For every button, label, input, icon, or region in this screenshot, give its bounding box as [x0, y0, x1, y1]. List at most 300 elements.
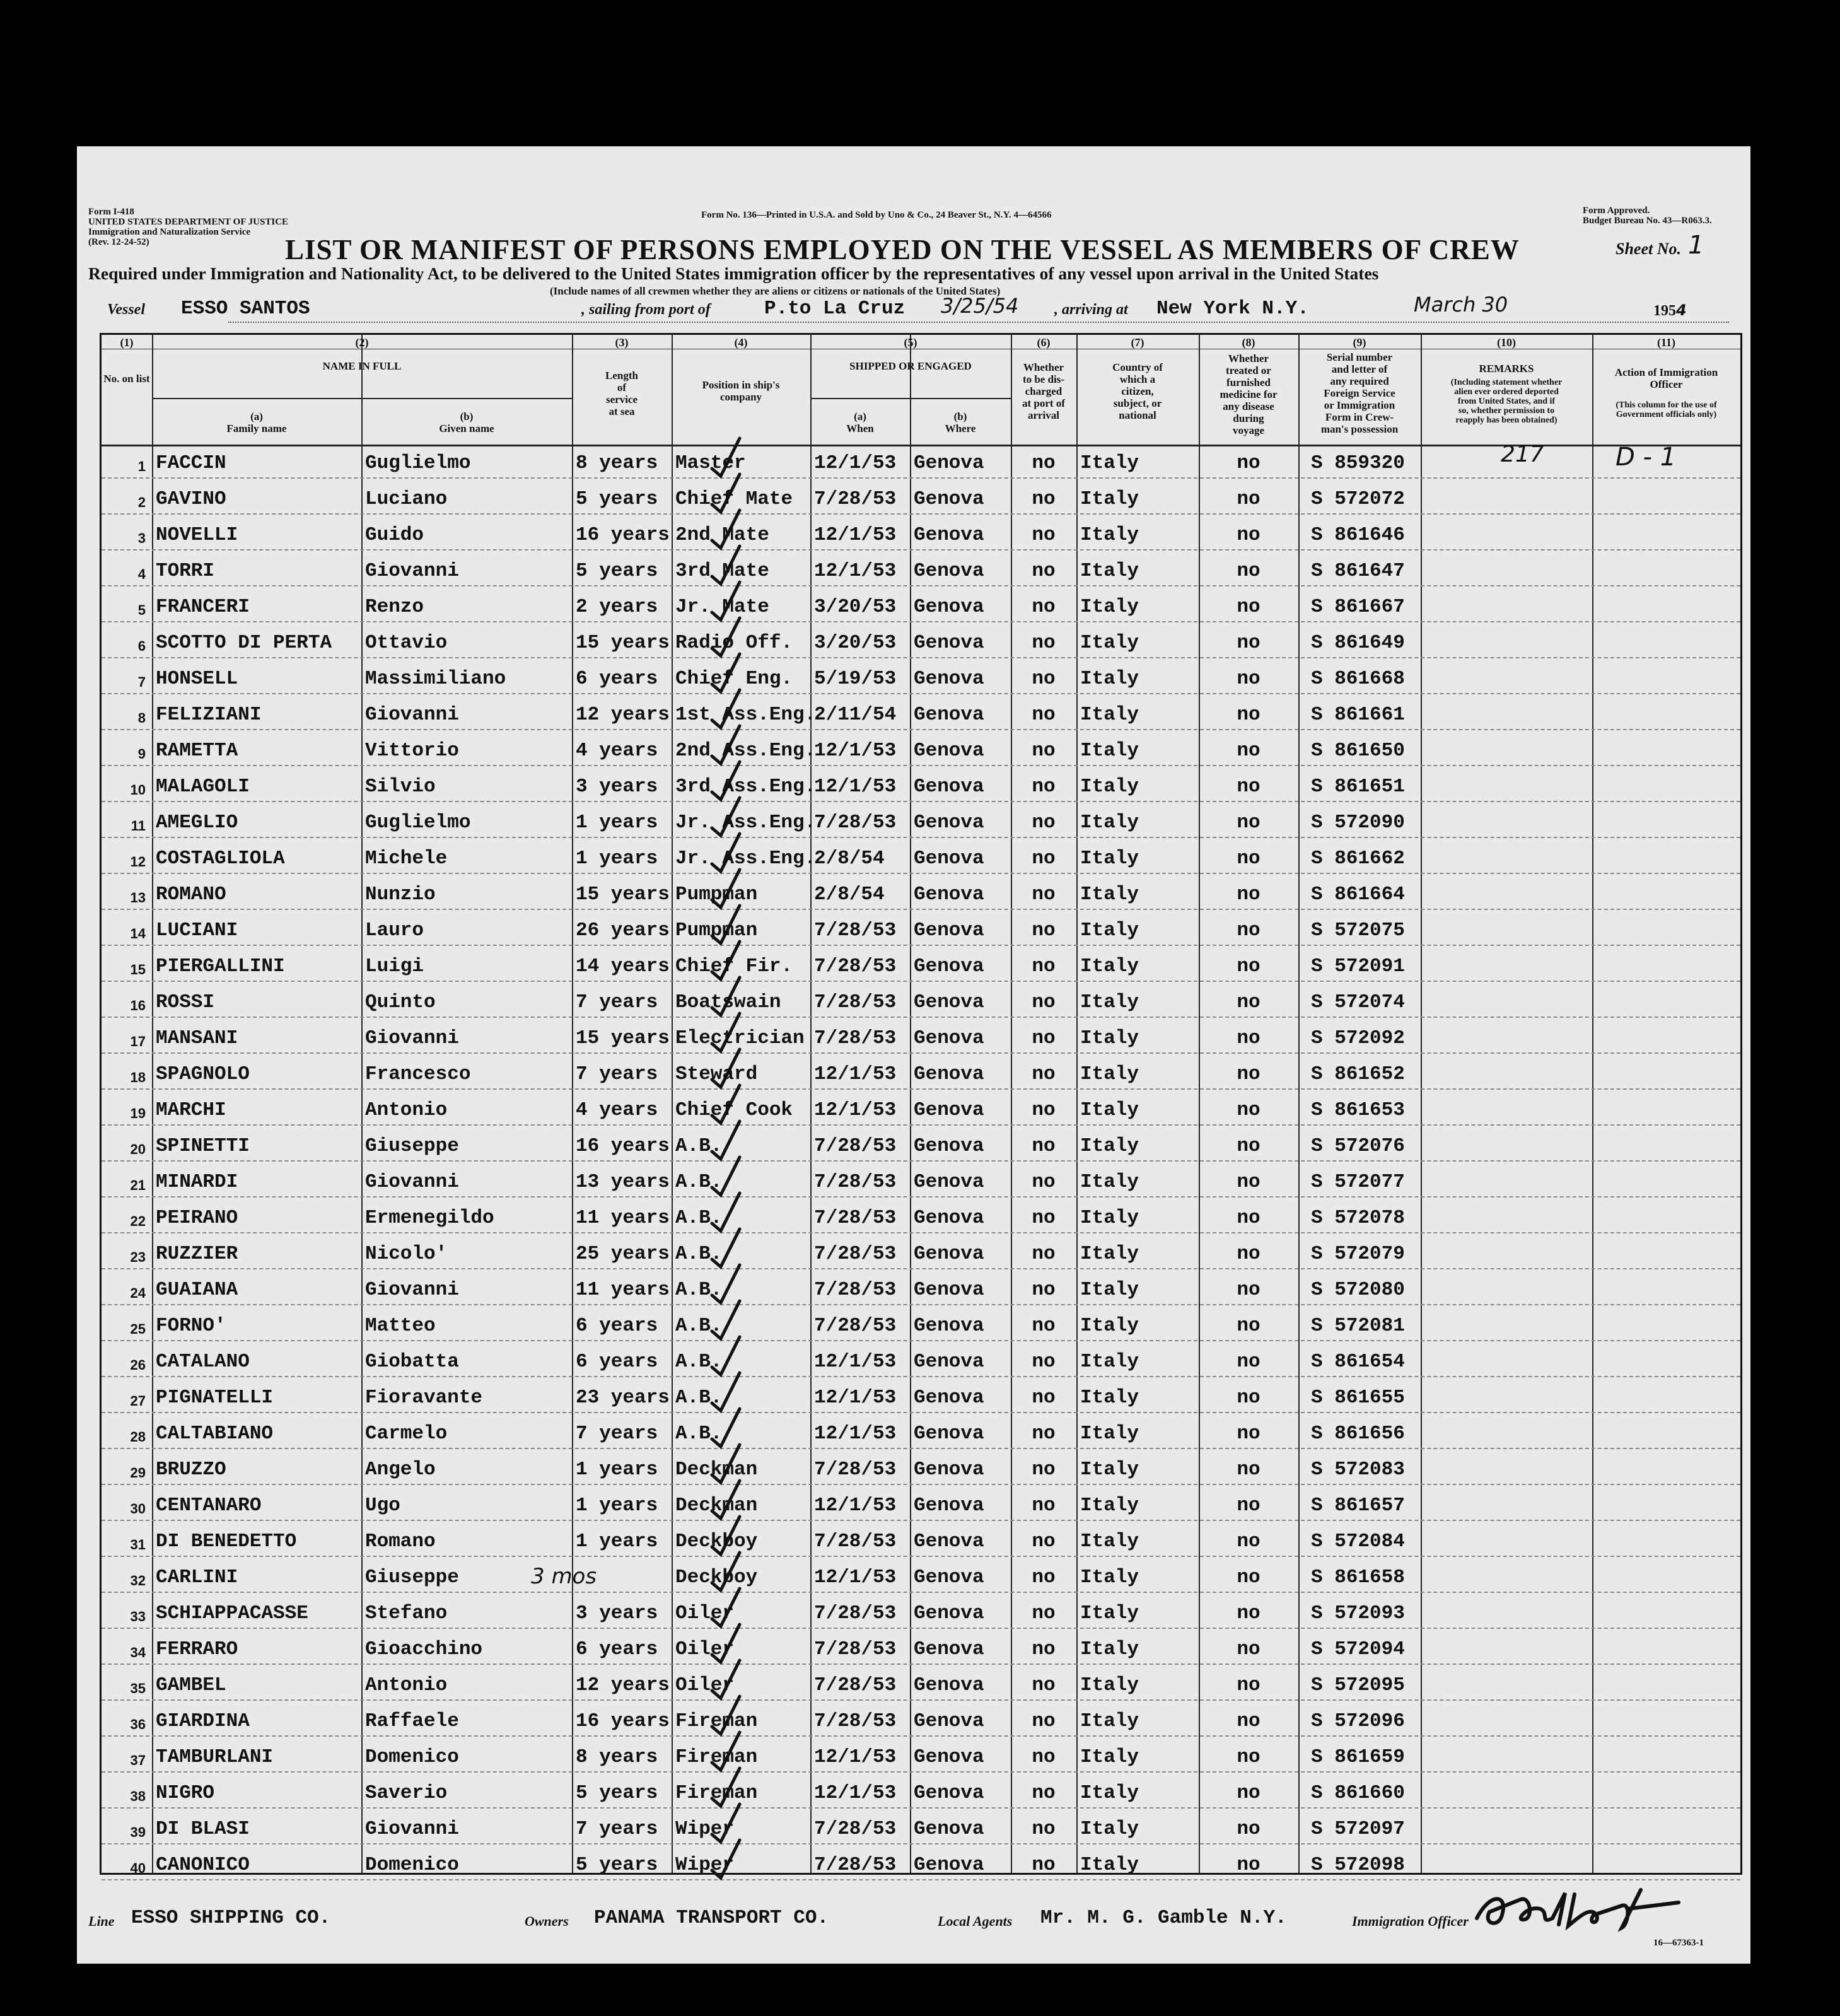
cell-discharged: no	[1032, 524, 1056, 546]
months-note: 3 mos	[531, 1564, 597, 1589]
cell-n: 1	[137, 458, 146, 474]
column-rule	[810, 335, 812, 1873]
cell-service: 15 years	[576, 632, 670, 654]
cell-family: MALAGOLI	[156, 776, 250, 798]
cell-where: Genova	[914, 452, 984, 474]
cell-medicine: no	[1237, 1243, 1261, 1265]
cell-family: TORRI	[156, 560, 215, 582]
cell-given: Luigi	[365, 955, 424, 977]
cell-family: FORNO'	[156, 1315, 226, 1337]
cell-where: Genova	[914, 1171, 984, 1193]
cell-n: 26	[130, 1357, 146, 1373]
header-position: Position in ship's company	[702, 379, 780, 403]
cell-country: Italy	[1080, 1602, 1139, 1624]
row-rule	[102, 549, 1740, 551]
header-action: Action of Immigration Officer	[1614, 366, 1718, 390]
cell-service: 13 years	[576, 1171, 670, 1193]
cell-where: Genova	[914, 883, 984, 906]
cell-country: Italy	[1080, 1135, 1139, 1157]
cell-position: Wiper	[675, 1854, 735, 1876]
row-rule	[102, 945, 1740, 946]
cell-country: Italy	[1080, 1063, 1139, 1085]
cell-position: 3rd Ass.Eng.	[675, 776, 817, 798]
cell-position: A.B.	[675, 1279, 723, 1301]
cell-serial: S 572078	[1311, 1207, 1405, 1229]
cell-discharged: no	[1032, 488, 1056, 510]
cell-serial: S 572074	[1311, 991, 1405, 1013]
cell-position: Chief Eng.	[675, 668, 793, 690]
cell-family: TAMBURLANI	[156, 1746, 274, 1768]
cell-medicine: no	[1237, 1818, 1261, 1840]
cell-position: Wiper	[675, 1818, 735, 1840]
cell-country: Italy	[1080, 1530, 1139, 1553]
cell-country: Italy	[1080, 452, 1139, 474]
cell-medicine: no	[1237, 812, 1261, 834]
cell-n: 16	[130, 998, 146, 1013]
cell-serial: S 861658	[1311, 1566, 1405, 1588]
cell-serial: S 572072	[1311, 488, 1405, 510]
cell-discharged: no	[1032, 1351, 1056, 1373]
col-num-4: (4)	[734, 336, 748, 349]
cell-where: Genova	[914, 1387, 984, 1409]
cell-position: Master	[675, 452, 746, 474]
cell-given: Ugo	[365, 1495, 400, 1517]
cell-n: 19	[130, 1105, 146, 1121]
cell-service: 7 years	[576, 1818, 658, 1840]
cell-n: 28	[130, 1429, 146, 1445]
cell-position: Chief Mate	[675, 488, 793, 510]
cell-when: 7/28/53	[814, 812, 897, 834]
cell-medicine: no	[1237, 991, 1261, 1013]
cell-medicine: no	[1237, 1207, 1261, 1229]
cell-when: 12/1/53	[814, 1495, 897, 1517]
cell-country: Italy	[1080, 704, 1139, 726]
punch-hole	[40, 1308, 67, 1334]
cell-n: 17	[130, 1034, 146, 1049]
arriving-port: New York N.Y.	[1156, 298, 1309, 320]
cell-discharged: no	[1032, 1135, 1056, 1157]
cell-serial: S 861654	[1311, 1351, 1405, 1373]
cell-discharged: no	[1032, 848, 1056, 870]
cell-service: 8 years	[576, 1746, 658, 1768]
row-rule	[102, 837, 1740, 838]
cell-where: Genova	[914, 560, 984, 582]
cell-serial: S 572091	[1311, 955, 1405, 977]
cell-position: A.B.	[675, 1315, 723, 1337]
row-rule	[102, 729, 1740, 730]
cell-when: 7/28/53	[814, 1027, 897, 1049]
cell-given: Saverio	[365, 1782, 448, 1804]
cell-when: 2/11/54	[814, 704, 897, 726]
cell-where: Genova	[914, 1566, 984, 1588]
cell-family: COSTAGLIOLA	[156, 848, 285, 870]
row-rule	[102, 1088, 1740, 1090]
cell-country: Italy	[1080, 1171, 1139, 1193]
cell-medicine: no	[1237, 668, 1261, 690]
cell-family: AMEGLIO	[156, 812, 238, 834]
cell-given: Giovanni	[365, 1027, 459, 1049]
cell-discharged: no	[1032, 1818, 1056, 1840]
cell-country: Italy	[1080, 1638, 1139, 1660]
cell-medicine: no	[1237, 560, 1261, 582]
cell-discharged: no	[1032, 596, 1056, 618]
cell-family: DI BLASI	[156, 1818, 250, 1840]
form-code: 16—67363-1	[1653, 1938, 1704, 1948]
cell-medicine: no	[1237, 1782, 1261, 1804]
cell-n: 29	[130, 1465, 146, 1481]
cell-when: 12/1/53	[814, 1063, 897, 1085]
cell-discharged: no	[1032, 1279, 1056, 1301]
row-rule	[102, 1484, 1740, 1485]
cell-discharged: no	[1032, 991, 1056, 1013]
cell-n: 5	[137, 602, 146, 618]
cell-serial: S 861649	[1311, 632, 1405, 654]
cell-where: Genova	[914, 1602, 984, 1624]
cell-when: 12/1/53	[814, 1387, 897, 1409]
cell-family: RUZZIER	[156, 1243, 238, 1265]
row-rule	[102, 1807, 1740, 1809]
cell-position: A.B.	[675, 1171, 723, 1193]
cell-family: BRUZZO	[156, 1459, 226, 1481]
header-when: (a) When	[846, 411, 874, 434]
cell-medicine: no	[1237, 883, 1261, 906]
cell-service: 3 years	[576, 1602, 658, 1624]
cell-where: Genova	[914, 596, 984, 618]
owners-value: PANAMA TRANSPORT CO.	[594, 1907, 829, 1929]
cell-when: 7/28/53	[814, 955, 897, 977]
cell-service: 12 years	[576, 1674, 670, 1696]
cell-given: Giovanni	[365, 1818, 459, 1840]
row-rule	[102, 801, 1740, 802]
cell-service: 1 years	[576, 1459, 658, 1481]
cell-discharged: no	[1032, 560, 1056, 582]
cell-discharged: no	[1032, 776, 1056, 798]
header-length-of-service: Length of service at sea	[605, 370, 638, 417]
row-rule	[102, 621, 1740, 622]
remark-217: 217	[1501, 441, 1544, 467]
cell-position: Chief Fir.	[675, 955, 793, 977]
cell-medicine: no	[1237, 1459, 1261, 1481]
cell-given: Giovanni	[365, 704, 459, 726]
cell-medicine: no	[1237, 1315, 1261, 1337]
cell-serial: S 861646	[1311, 524, 1405, 546]
cell-serial: S 572075	[1311, 919, 1405, 941]
cell-given: Ottavio	[365, 632, 448, 654]
cell-country: Italy	[1080, 1027, 1139, 1049]
cell-position: Fireman	[675, 1710, 758, 1732]
cell-family: SCHIAPPACASSE	[156, 1602, 308, 1624]
cell-n: 31	[130, 1537, 146, 1553]
header-action-note: (This column for the use of Government officials only)	[1616, 400, 1717, 419]
cell-country: Italy	[1080, 560, 1139, 582]
cell-family: HONSELL	[156, 668, 238, 690]
cell-serial: S 861653	[1311, 1099, 1405, 1121]
row-rule	[102, 1017, 1740, 1018]
cell-service: 7 years	[576, 991, 658, 1013]
cell-where: Genova	[914, 812, 984, 834]
col-num-8: (8)	[1242, 336, 1255, 349]
cell-medicine: no	[1237, 452, 1261, 474]
cell-where: Genova	[914, 1243, 984, 1265]
cell-discharged: no	[1032, 1746, 1056, 1768]
cell-family: RAMETTA	[156, 740, 238, 762]
cell-n: 6	[137, 638, 146, 654]
cell-country: Italy	[1080, 740, 1139, 762]
cell-position: Electrician	[675, 1027, 805, 1049]
check-mark-icon	[707, 1838, 745, 1882]
row-rule	[102, 909, 1740, 910]
col-num-9: (9)	[1353, 336, 1366, 349]
column-rule	[910, 335, 911, 1873]
cell-discharged: no	[1032, 668, 1056, 690]
cell-service: 16 years	[576, 524, 670, 546]
cell-n: 7	[137, 674, 146, 690]
cell-serial: S 861664	[1311, 883, 1405, 906]
cell-medicine: no	[1237, 955, 1261, 977]
row-rule	[102, 657, 1740, 658]
cell-service: 11 years	[576, 1207, 670, 1229]
cell-where: Genova	[914, 1207, 984, 1229]
agents-value: Mr. M. G. Gamble N.Y.	[1040, 1907, 1287, 1929]
row-rule	[102, 477, 1740, 479]
sailing-port: P.to La Cruz	[764, 298, 905, 320]
cell-medicine: no	[1237, 848, 1261, 870]
cell-service: 8 years	[576, 452, 658, 474]
cell-serial: S 572081	[1311, 1315, 1405, 1337]
cell-family: MANSANI	[156, 1027, 238, 1049]
cell-country: Italy	[1080, 991, 1139, 1013]
cell-country: Italy	[1080, 596, 1139, 618]
punch-hole	[40, 1687, 67, 1713]
line-value: ESSO SHIPPING CO.	[131, 1907, 331, 1929]
cell-discharged: no	[1032, 1674, 1056, 1696]
row-rule	[102, 1628, 1740, 1629]
cell-when: 12/1/53	[814, 524, 897, 546]
cell-when: 5/19/53	[814, 668, 897, 690]
cell-given: Renzo	[365, 596, 424, 618]
cell-service: 5 years	[576, 1782, 658, 1804]
cell-position: Jr. Ass.Eng.	[675, 812, 817, 834]
cell-when: 7/28/53	[814, 919, 897, 941]
cell-serial: S 861662	[1311, 848, 1405, 870]
cell-country: Italy	[1080, 812, 1139, 834]
cell-medicine: no	[1237, 704, 1261, 726]
cell-serial: S 572077	[1311, 1171, 1405, 1193]
cell-service: 15 years	[576, 883, 670, 906]
cell-service: 25 years	[576, 1243, 670, 1265]
cell-where: Genova	[914, 1063, 984, 1085]
cell-medicine: no	[1237, 1566, 1261, 1588]
cell-where: Genova	[914, 524, 984, 546]
cell-service: 26 years	[576, 919, 670, 941]
cell-serial: S 572095	[1311, 1674, 1405, 1696]
cell-n: 36	[130, 1716, 146, 1732]
cell-given: Francesco	[365, 1063, 471, 1085]
cell-given: Antonio	[365, 1099, 448, 1121]
row-rule	[102, 1124, 1740, 1126]
cell-when: 12/1/53	[814, 1423, 897, 1445]
cell-serial: S 861651	[1311, 776, 1405, 798]
cell-medicine: no	[1237, 1279, 1261, 1301]
row-rule	[102, 1412, 1740, 1413]
cell-discharged: no	[1032, 1207, 1056, 1229]
cell-when: 12/1/53	[814, 1351, 897, 1373]
cell-family: NIGRO	[156, 1782, 215, 1804]
manifest-sheet	[77, 146, 1750, 1964]
cell-serial: S 861659	[1311, 1746, 1405, 1768]
header-where: (b) Where	[945, 411, 976, 434]
cell-discharged: no	[1032, 1243, 1056, 1265]
cell-where: Genova	[914, 1530, 984, 1553]
cell-service: 6 years	[576, 1351, 658, 1373]
col-num-10: (10)	[1497, 336, 1516, 349]
cell-family: FELIZIANI	[156, 704, 262, 726]
cell-given: Silvio	[365, 776, 436, 798]
cell-given: Vittorio	[365, 740, 459, 762]
cell-medicine: no	[1237, 1135, 1261, 1157]
header-given-name: (b) Given name	[439, 411, 494, 434]
cell-serial: S 861656	[1311, 1423, 1405, 1445]
cell-given: Guido	[365, 524, 424, 546]
row-rule	[102, 765, 1740, 766]
cell-serial: S 861668	[1311, 668, 1405, 690]
cell-medicine: no	[1237, 596, 1261, 618]
row-rule	[102, 585, 1740, 586]
cell-given: Guglielmo	[365, 812, 471, 834]
cell-family: FRANCERI	[156, 596, 250, 618]
cell-service: 14 years	[576, 955, 670, 977]
cell-when: 12/1/53	[814, 740, 897, 762]
cell-service: 16 years	[576, 1710, 670, 1732]
row-rule	[102, 1843, 1740, 1844]
cell-given: Guglielmo	[365, 452, 471, 474]
row-rule	[102, 1592, 1740, 1593]
cell-n: 20	[130, 1141, 146, 1157]
row-rule	[102, 1699, 1740, 1701]
cell-position: Deckboy	[675, 1566, 758, 1588]
column-rule	[1592, 335, 1593, 1873]
cell-service: 11 years	[576, 1279, 670, 1301]
cell-serial: S 572092	[1311, 1027, 1405, 1049]
cell-country: Italy	[1080, 1566, 1139, 1588]
cell-discharged: no	[1032, 919, 1056, 941]
cell-when: 7/28/53	[814, 1602, 897, 1624]
col-num-7: (7)	[1131, 336, 1144, 349]
form-identifier: Form I-418 UNITED STATES DEPARTMENT OF JUSTICE Immigration and Naturalization Service (Rev. 12-24-52)	[88, 207, 289, 247]
cell-when: 7/28/53	[814, 1638, 897, 1660]
cell-country: Italy	[1080, 1854, 1139, 1876]
cell-when: 7/28/53	[814, 1818, 897, 1840]
cell-n: 9	[137, 746, 146, 762]
subheader-rule	[810, 398, 1011, 399]
header-name-in-full: NAME IN FULL	[322, 360, 402, 372]
cell-position: Jr. Mate	[675, 596, 769, 618]
cell-family: FERRARO	[156, 1638, 238, 1660]
cell-service: 5 years	[576, 560, 658, 582]
cell-when: 12/1/53	[814, 1782, 897, 1804]
cell-discharged: no	[1032, 1171, 1056, 1193]
row-rule	[102, 693, 1740, 694]
cell-medicine: no	[1237, 1027, 1261, 1049]
cell-when: 7/28/53	[814, 1171, 897, 1193]
cell-n: 22	[130, 1213, 146, 1229]
cell-position: 2nd Ass.Eng.	[675, 740, 817, 762]
cell-medicine: no	[1237, 919, 1261, 941]
row-rule	[102, 1268, 1740, 1269]
row-rule	[102, 1232, 1740, 1233]
cell-given: Giuseppe	[365, 1566, 459, 1588]
cell-n: 27	[130, 1393, 146, 1409]
cell-when: 12/1/53	[814, 1746, 897, 1768]
cell-country: Italy	[1080, 668, 1139, 690]
header-family-name: (a) Family name	[226, 411, 287, 434]
year-prefix: 195	[1653, 303, 1676, 319]
cell-serial: S 859320	[1311, 452, 1405, 474]
subtitle: Required under Immigration and Nationality Act, to be delivered to the United States immigration officer by the representatives of any vessel upon arrival in the United States	[88, 264, 1379, 283]
cell-position: 2nd Mate	[675, 524, 769, 546]
cell-medicine: no	[1237, 1746, 1261, 1768]
vessel-label: Vessel	[107, 301, 145, 318]
cell-country: Italy	[1080, 1746, 1139, 1768]
cell-serial: S 572093	[1311, 1602, 1405, 1624]
cell-discharged: no	[1032, 1423, 1056, 1445]
cell-when: 7/28/53	[814, 1135, 897, 1157]
cell-position: 1st Ass.Eng.	[675, 704, 817, 726]
col-num-11: (11)	[1657, 336, 1675, 349]
cell-given: Matteo	[365, 1315, 436, 1337]
cell-family: GAVINO	[156, 488, 226, 510]
cell-service: 5 years	[576, 488, 658, 510]
officer-signature	[1470, 1880, 1685, 1937]
cell-country: Italy	[1080, 1099, 1139, 1121]
cell-discharged: no	[1032, 1566, 1056, 1588]
cell-family: MARCHI	[156, 1099, 226, 1121]
cell-service: 6 years	[576, 1638, 658, 1660]
cell-discharged: no	[1032, 452, 1056, 474]
cell-service: 5 years	[576, 1854, 658, 1876]
header-rule	[102, 445, 1740, 446]
cell-discharged: no	[1032, 1602, 1056, 1624]
cell-country: Italy	[1080, 1710, 1139, 1732]
cell-discharged: no	[1032, 1638, 1056, 1660]
header-remarks: REMARKS	[1479, 363, 1534, 375]
cell-n: 33	[130, 1609, 146, 1624]
cell-when: 12/1/53	[814, 452, 897, 474]
cell-where: Genova	[914, 1423, 984, 1445]
cell-where: Genova	[914, 1710, 984, 1732]
cell-given: Stefano	[365, 1602, 448, 1624]
cell-given: Massimiliano	[365, 668, 506, 690]
cell-where: Genova	[914, 776, 984, 798]
cell-medicine: no	[1237, 488, 1261, 510]
cell-medicine: no	[1237, 1171, 1261, 1193]
cell-discharged: no	[1032, 1099, 1056, 1121]
vessel-name: ESSO SANTOS	[181, 298, 310, 320]
cell-given: Quinto	[365, 991, 436, 1013]
cell-given: Angelo	[365, 1459, 436, 1481]
cell-where: Genova	[914, 632, 984, 654]
column-rule	[572, 335, 573, 1873]
column-rule	[361, 335, 363, 1873]
cell-where: Genova	[914, 991, 984, 1013]
cell-service: 3 years	[576, 776, 658, 798]
cell-discharged: no	[1032, 1495, 1056, 1517]
cell-family: LUCIANI	[156, 919, 238, 941]
cell-discharged: no	[1032, 883, 1056, 906]
cell-service: 15 years	[576, 1027, 670, 1049]
cell-family: FACCIN	[156, 452, 226, 474]
cell-given: Lauro	[365, 919, 424, 941]
